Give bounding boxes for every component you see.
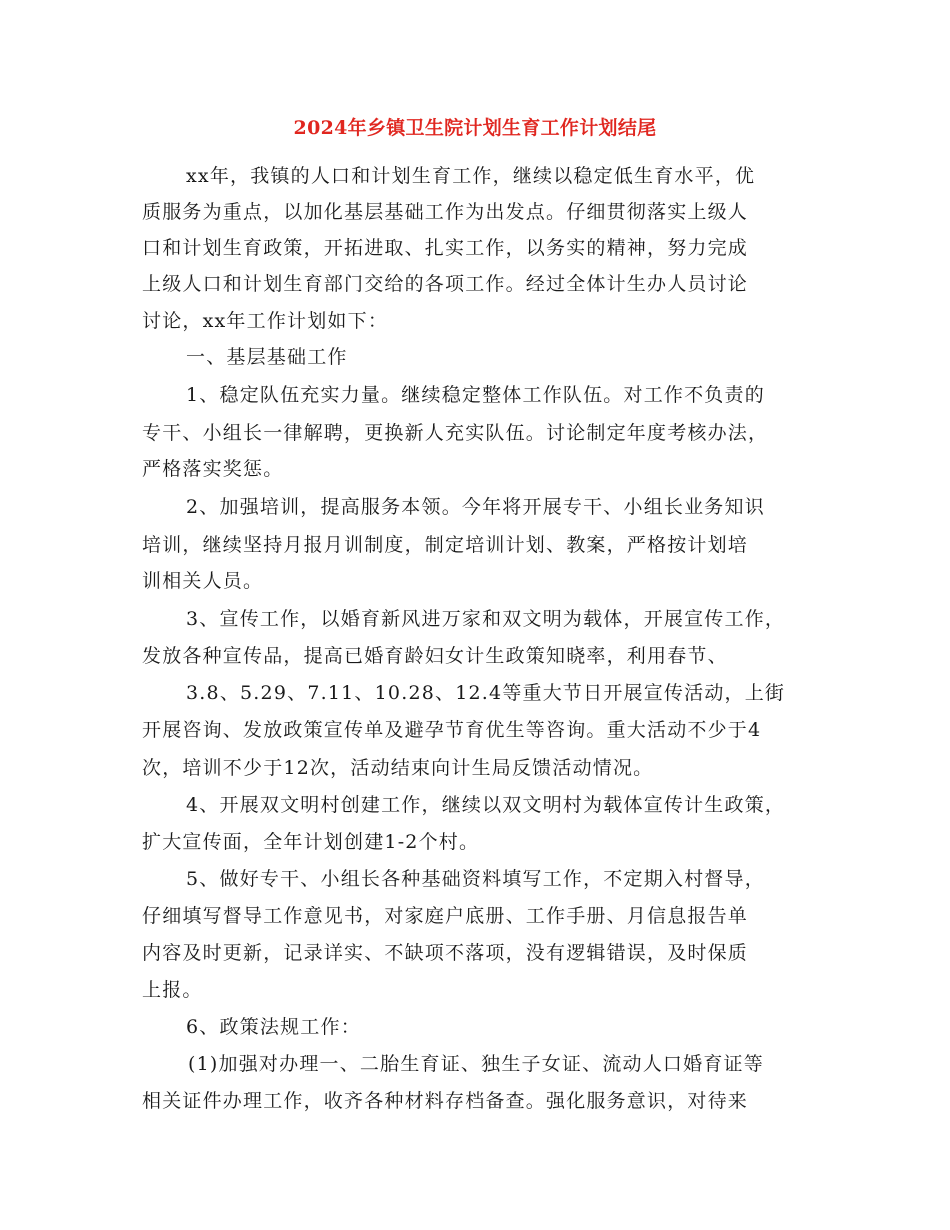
paragraph-line: 2、加强培训，提高服务本领。今年将开展专干、小组长业务知识	[186, 496, 765, 518]
paragraph-line: 口和计划生育政策，开拓进取、扎实工作，以务实的精神，努力完成	[142, 237, 749, 259]
paragraph-line: 3、宣传工作，以婚育新风进万家和双文明为载体，开展宣传工作，	[186, 608, 786, 630]
paragraph-line: 发放各种宣传品，提高已婚育龄妇女计生政策知晓率，利用春节、	[142, 645, 728, 667]
paragraph-line: 开展咨询、发放政策宣传单及避孕节育优生等咨询。重大活动不少于4	[142, 719, 762, 741]
paragraph-line: 相关证件办理工作，收齐各种材料存档备查。强化服务意识，对待来	[142, 1090, 749, 1112]
section-heading: 6、政策法规工作：	[186, 1016, 361, 1038]
paragraph-line: 3.8、5.29、7.11、10.28、12.4等重大节日开展宣传活动，上街	[186, 682, 786, 704]
paragraph-line: 1、稳定队伍充实力量。继续稳定整体工作队伍。对工作不负责的	[186, 384, 765, 406]
paragraph-line: 质服务为重点，以加化基层基础工作为出发点。仔细贯彻落实上级人	[142, 201, 749, 223]
section-heading: 一、基层基础工作	[186, 346, 348, 368]
paragraph-line: 讨论，xx年工作计划如下：	[142, 310, 389, 332]
paragraph-line: 培训，继续坚持月报月训制度，制定培训计划、教案，严格按计划培	[142, 534, 749, 556]
paragraph-line: 次，培训不少于12次，活动结束向计生局反馈活动情况。	[142, 757, 654, 779]
paragraph-line: 5、做好专干、小组长各种基础资料填写工作，不定期入村督导，	[186, 868, 765, 890]
paragraph-line: 严格落实奖惩。	[142, 458, 284, 480]
paragraph-line: 上级人口和计划生育部门交给的各项工作。经过全体计生办人员讨论	[142, 273, 749, 295]
paragraph-line: xx年，我镇的人口和计划生育工作，继续以稳定低生育水平，优	[186, 165, 756, 187]
paragraph-line: 上报。	[142, 979, 203, 1001]
paragraph-line: 仔细填写督导工作意见书，对家庭户底册、工作手册、月信息报告单	[142, 905, 749, 927]
paragraph-line: 内容及时更新，记录详实、不缺项不落项，没有逻辑错误，及时保质	[142, 942, 749, 964]
document-title: 2024年乡镇卫生院计划生育工作计划结尾	[293, 117, 657, 139]
paragraph-line: 训相关人员。	[142, 570, 264, 592]
paragraph-line: 4、开展双文明村创建工作，继续以双文明村为载体宣传计生政策，	[186, 794, 786, 816]
paragraph-line: 扩大宣传面，全年计划创建1-2个村。	[142, 831, 480, 853]
paragraph-line: (1)加强对办理一、二胎生育证、独生子女证、流动人口婚育证等	[188, 1053, 764, 1075]
paragraph-line: 专干、小组长一律解聘，更换新人充实队伍。讨论制定年度考核办法，	[142, 422, 769, 444]
